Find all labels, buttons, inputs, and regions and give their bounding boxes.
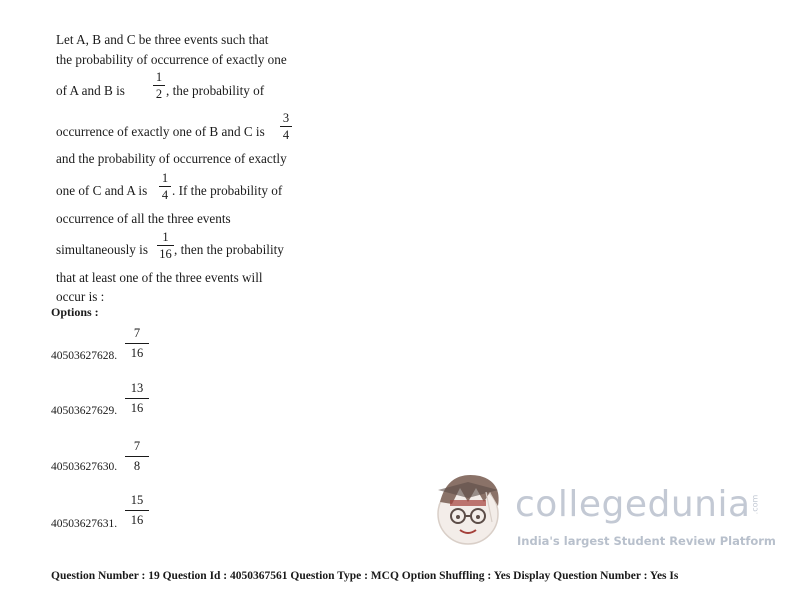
fraction-bar bbox=[125, 398, 149, 399]
option-1-fraction bbox=[125, 326, 149, 361]
question-line-6-end: . If the probability of bbox=[172, 183, 283, 198]
question-line-8-end: , then the probability bbox=[174, 242, 284, 257]
options-heading: Options : bbox=[51, 305, 99, 319]
fraction-a-b bbox=[153, 70, 165, 101]
question-line-1: Let A, B and C be three events such that bbox=[56, 32, 269, 47]
option-4-fraction bbox=[125, 493, 149, 528]
option-2-id[interactable]: 40503627629. bbox=[51, 405, 118, 417]
question-line-5: and the probability of occurrence of exactly bbox=[56, 151, 287, 166]
option-4-id[interactable]: 40503627631. bbox=[51, 518, 118, 530]
fraction-bar bbox=[153, 85, 165, 86]
fraction-denominator: 2 bbox=[155, 87, 163, 101]
question-line-10: occur is : bbox=[56, 289, 105, 304]
question-metadata-footer: Question Number : 19 Question Id : 4050367561 Question Type : MCQ Option Shuffling : Yes Display Question Number : Yes Is bbox=[51, 570, 679, 582]
fraction-bar bbox=[157, 245, 174, 246]
fraction-c-a bbox=[159, 171, 171, 202]
question-line-6-start: one of C and A is bbox=[56, 183, 148, 198]
fraction-numerator: 1 bbox=[161, 171, 169, 185]
option-numerator: 13 bbox=[130, 381, 144, 395]
option-numerator: 7 bbox=[133, 439, 141, 453]
fraction-numerator: 1 bbox=[162, 230, 169, 244]
option-denominator: 16 bbox=[130, 401, 144, 415]
fraction-denominator: 4 bbox=[161, 188, 169, 202]
option-denominator: 8 bbox=[133, 459, 141, 473]
fraction-denominator: 4 bbox=[282, 128, 290, 142]
option-2-fraction bbox=[125, 381, 149, 416]
fraction-b-c bbox=[280, 111, 292, 142]
fraction-numerator: 3 bbox=[282, 111, 290, 125]
question-line-7: occurrence of all the three events bbox=[56, 211, 231, 226]
option-denominator: 16 bbox=[130, 513, 144, 527]
option-denominator: 16 bbox=[130, 346, 144, 360]
watermark-suffix: .com bbox=[750, 494, 760, 515]
question-line-2: the probability of occurrence of exactly one bbox=[56, 52, 287, 67]
fraction-bar bbox=[125, 343, 149, 344]
fraction-numerator: 1 bbox=[155, 70, 163, 84]
option-numerator: 15 bbox=[130, 493, 144, 507]
option-3-fraction bbox=[125, 439, 149, 474]
question-line-3-start: of A and B is bbox=[56, 83, 125, 98]
watermark-tagline: India's largest Student Review Platform bbox=[517, 534, 776, 548]
fraction-bar bbox=[159, 186, 171, 187]
watermark-brand: collegedunia bbox=[515, 484, 751, 525]
option-3-id[interactable]: 40503627630. bbox=[51, 461, 118, 473]
question-line-9: that at least one of the three events will bbox=[56, 270, 263, 285]
fraction-bar bbox=[280, 126, 292, 127]
option-1-id[interactable]: 40503627628. bbox=[51, 350, 118, 362]
option-numerator: 7 bbox=[133, 326, 141, 340]
fraction-bar bbox=[125, 456, 149, 457]
question-line-4: occurrence of exactly one of B and C is bbox=[56, 124, 265, 139]
fraction-a-b-c bbox=[157, 230, 174, 261]
question-line-3-end: , the probability of bbox=[166, 83, 265, 98]
question-line-8-start: simultaneously is bbox=[56, 242, 148, 257]
fraction-bar bbox=[125, 510, 149, 511]
fraction-denominator: 16 bbox=[159, 247, 172, 261]
